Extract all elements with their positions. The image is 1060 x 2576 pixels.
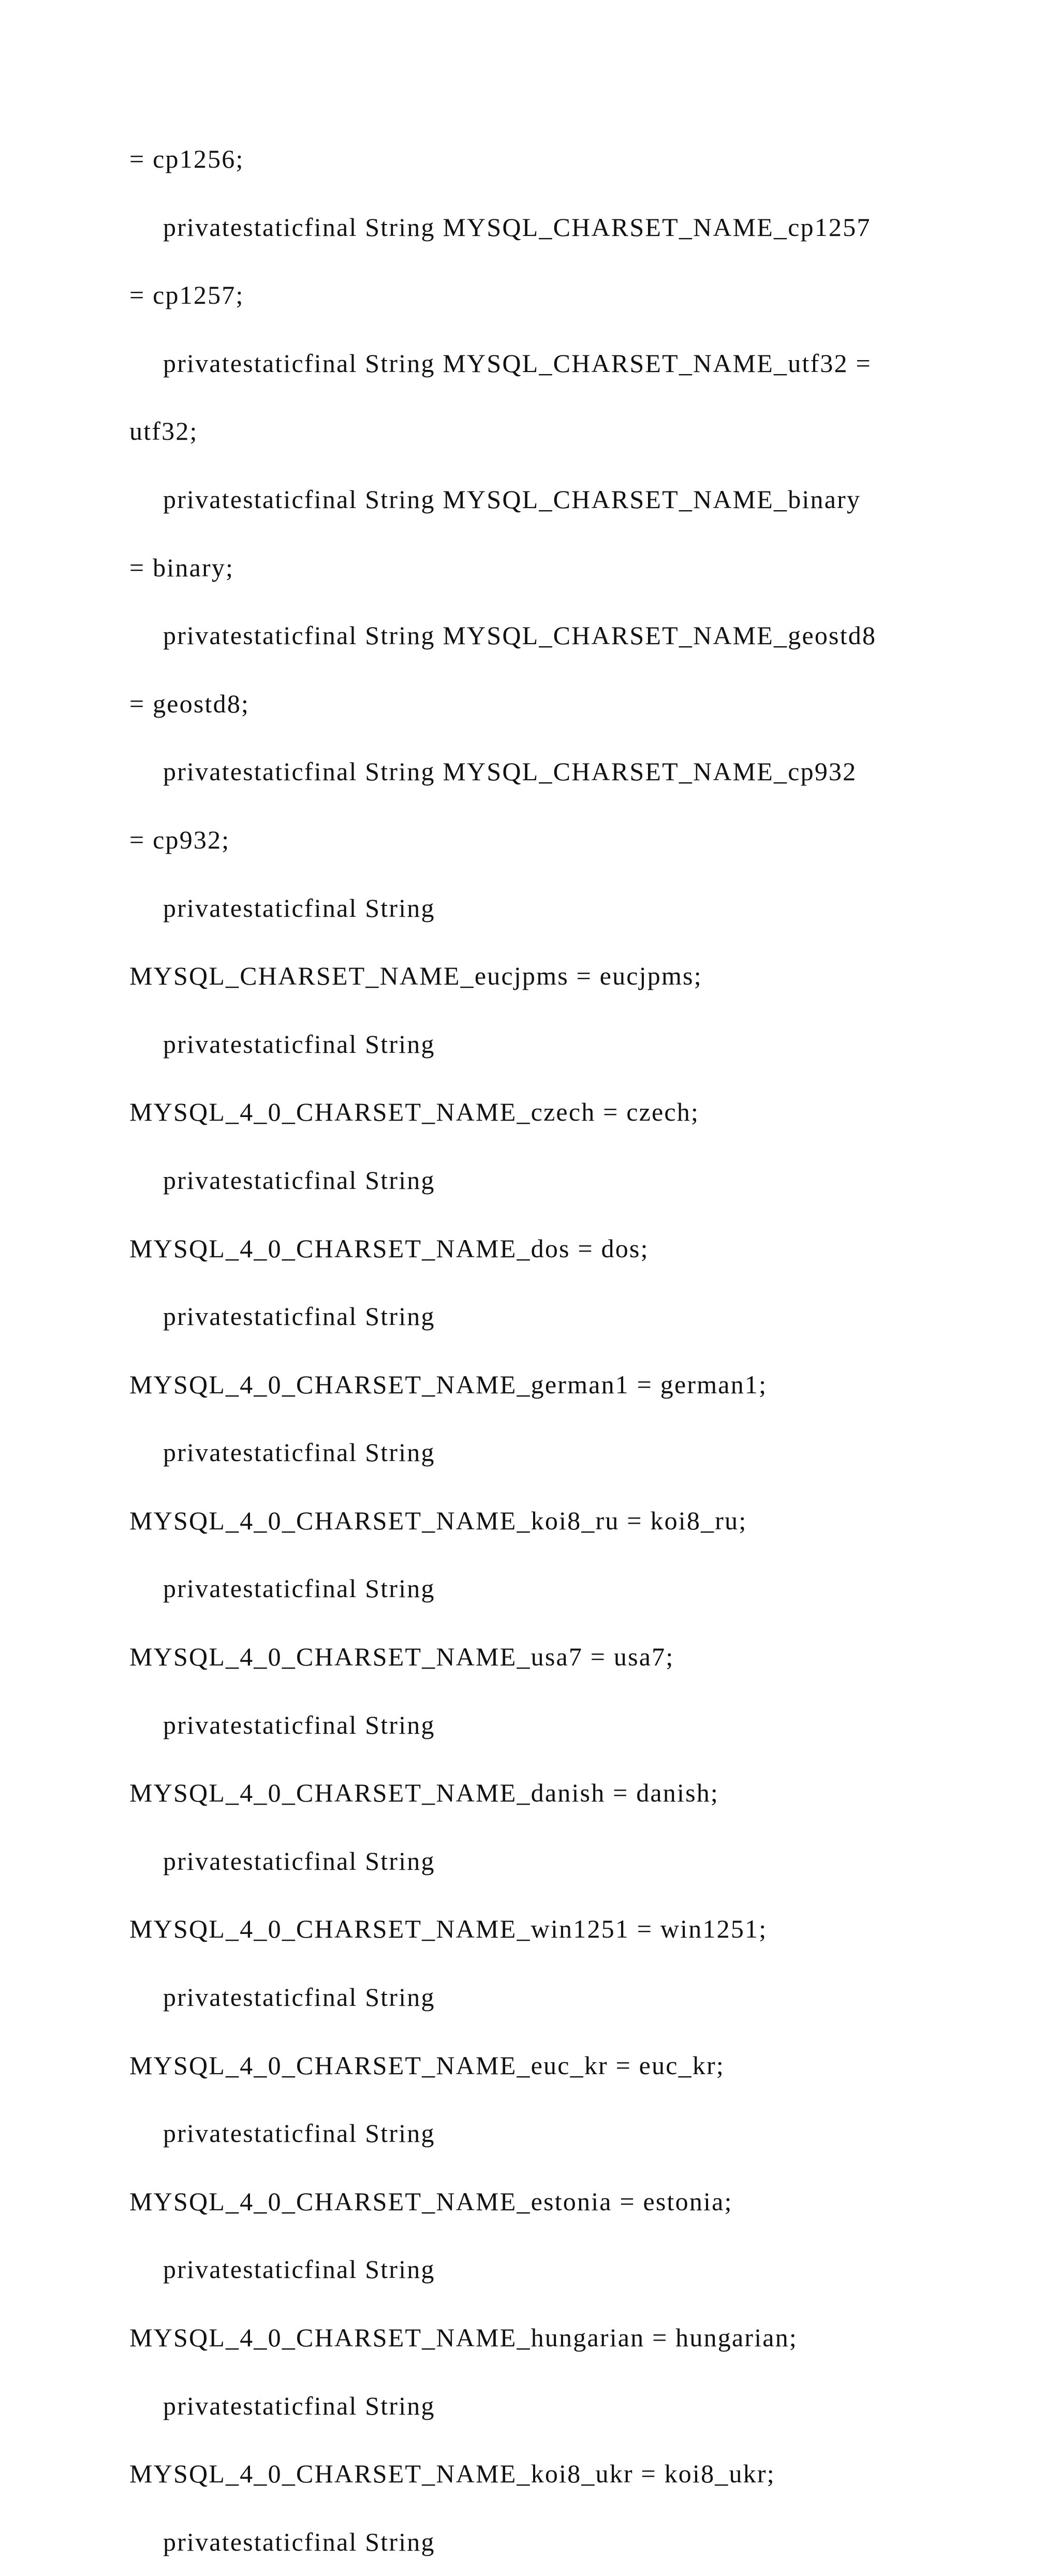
text-line: MYSQL_4_0_CHARSET_NAME_win1251 = win1251; — [129, 1914, 768, 1944]
text-line: privatestaticfinal String — [163, 893, 435, 922]
text-line: privatestaticfinal String — [163, 1846, 435, 1875]
text-line: MYSQL_4_0_CHARSET_NAME_danish = danish; — [129, 1778, 719, 1808]
text-line: MYSQL_4_0_CHARSET_NAME_dos = dos; — [129, 1233, 649, 1263]
text-line: utf32; — [129, 416, 198, 446]
text-line: privatestaticfinal String — [163, 1029, 435, 1059]
text-line: privatestaticfinal String MYSQL_CHARSET_NAME_utf32 = — [163, 348, 872, 378]
text-line: MYSQL_4_0_CHARSET_NAME_hungarian = hungarian; — [129, 2323, 798, 2352]
text-line: = cp1256; — [129, 144, 244, 173]
text-line: MYSQL_4_0_CHARSET_NAME_euc_kr = euc_kr; — [129, 2050, 725, 2080]
text-line: privatestaticfinal String — [163, 1983, 435, 2012]
text-line: MYSQL_4_0_CHARSET_NAME_estonia = estonia; — [129, 2186, 733, 2216]
text-line: privatestaticfinal String — [163, 2391, 435, 2420]
text-line: MYSQL_CHARSET_NAME_eucjpms = eucjpms; — [129, 961, 702, 991]
text-line: = cp1257; — [129, 280, 244, 310]
text-line: privatestaticfinal String MYSQL_CHARSET_NAME_binary — [163, 484, 861, 514]
text-line: privatestaticfinal String MYSQL_CHARSET_NAME_cp932 — [163, 757, 857, 786]
text-line: privatestaticfinal String — [163, 1710, 435, 1739]
text-line: MYSQL_4_0_CHARSET_NAME_koi8_ru = koi8_ru; — [129, 1506, 747, 1535]
text-line: privatestaticfinal String — [163, 1574, 435, 1603]
text-line: privatestaticfinal String MYSQL_CHARSET_NAME_geostd8 — [163, 621, 877, 650]
text-line: privatestaticfinal String — [163, 1302, 435, 1331]
text-line: = cp932; — [129, 825, 230, 854]
text-line: = binary; — [129, 553, 234, 582]
text-line: privatestaticfinal String — [163, 2527, 435, 2556]
text-line: privatestaticfinal String — [163, 1165, 435, 1195]
text-line: = geostd8; — [129, 689, 250, 718]
text-line: MYSQL_4_0_CHARSET_NAME_czech = czech; — [129, 1097, 700, 1127]
text-line: privatestaticfinal String MYSQL_CHARSET_NAME_cp1257 — [163, 212, 871, 242]
text-line: privatestaticfinal String — [163, 2119, 435, 2148]
code-text-block — [129, 125, 937, 2576]
text-line: privatestaticfinal String — [163, 2255, 435, 2284]
text-line: privatestaticfinal String — [163, 1438, 435, 1467]
text-line: MYSQL_4_0_CHARSET_NAME_german1 = german1; — [129, 1369, 768, 1399]
text-line: MYSQL_4_0_CHARSET_NAME_usa7 = usa7; — [129, 1642, 674, 1672]
text-line: MYSQL_4_0_CHARSET_NAME_koi8_ukr = koi8_ukr; — [129, 2459, 775, 2489]
